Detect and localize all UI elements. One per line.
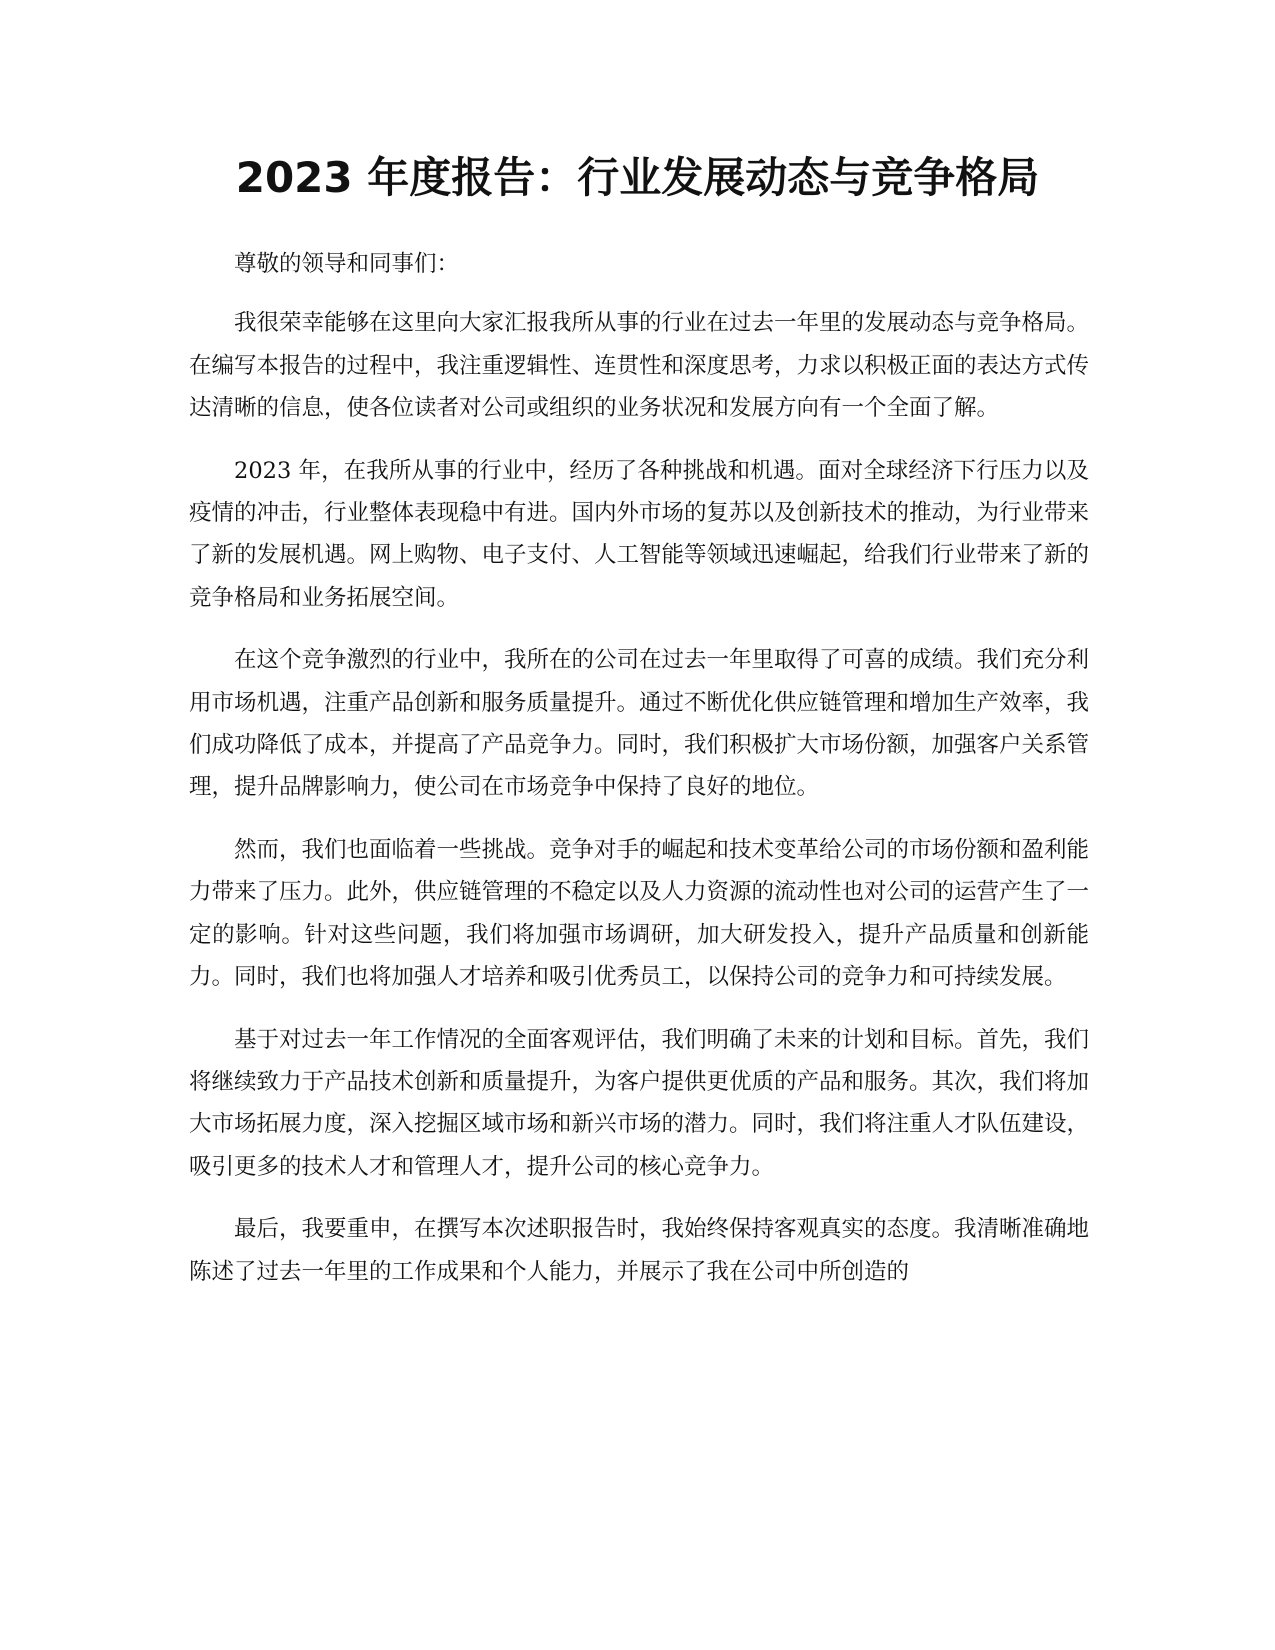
- paragraph-industry-overview: 2023 年，在我所从事的行业中，经历了各种挑战和机遇。面对全球经济下行压力以及疫情的冲击，行业整体表现稳中有进。国内外市场的复苏以及创新技术的推动，为行业带来了新的发展机遇。网上购物、电子支付、人工智能等领域迅速崛起，给我们行业带来了新的竞争格局和业务拓展空间。: [189, 457, 1090, 611]
- paragraph-challenges: 然而，我们也面临着一些挑战。竞争对手的崛起和技术变革给公司的市场份额和盈利能力带来了压力。此外，供应链管理的不稳定以及人力资源的流动性也对公司的运营产生了一定的影响。针对这些问题，我们将加强市场调研，加大研发投入，提升产品质量和创新能力。同时，我们也将加强人才培养和吸引优秀员工，以保持公司的竞争力和可持续发展。: [189, 836, 1090, 991]
- document-title: 2023 年度报告：行业发展动态与竞争格局: [235, 153, 1040, 202]
- paragraph-future-plans: 基于对过去一年工作情况的全面客观评估，我们明确了未来的计划和目标。首先，我们将继续致力于产品技术创新和质量提升，为客户提供更优质的产品和服务。其次，我们将加大市场拓展力度，深入挖掘区域市场和新兴市场的潜力。同时，我们将注重人才队伍建设，吸引更多的技术人才和管理人才，提升公司的核心竞争力。: [189, 1026, 1090, 1180]
- paragraph-conclusion: 最后，我要重申，在撰写本次述职报告时，我始终保持客观真实的态度。我清晰准确地陈述了过去一年里的工作成果和个人能力，并展示了我在公司中所创造的: [189, 1216, 1090, 1285]
- document-body: [189, 243, 1089, 1313]
- paragraph-company-achievements: 在这个竞争激烈的行业中，我所在的公司在过去一年里取得了可喜的成绩。我们充分利用市场机遇，注重产品创新和服务质量提升。通过不断优化供应链管理和增加生产效率，我们成功降低了成本，并提高了产品竞争力。同时，我们积极扩大市场份额，加强客户关系管理，提升品牌影响力，使公司在市场竞争中保持了良好的地位。: [189, 647, 1090, 801]
- greeting-paragraph: 尊敬的领导和同事们：: [234, 251, 460, 277]
- paragraph-intro: 我很荣幸能够在这里向大家汇报我所从事的行业在过去一年里的发展动态与竞争格局。在编写本报告的过程中，我注重逻辑性、连贯性和深度思考，力求以积极正面的表达方式传达清晰的信息，使各位读者对公司或组织的业务状况和发展方向有一个全面了解。: [189, 310, 1090, 422]
